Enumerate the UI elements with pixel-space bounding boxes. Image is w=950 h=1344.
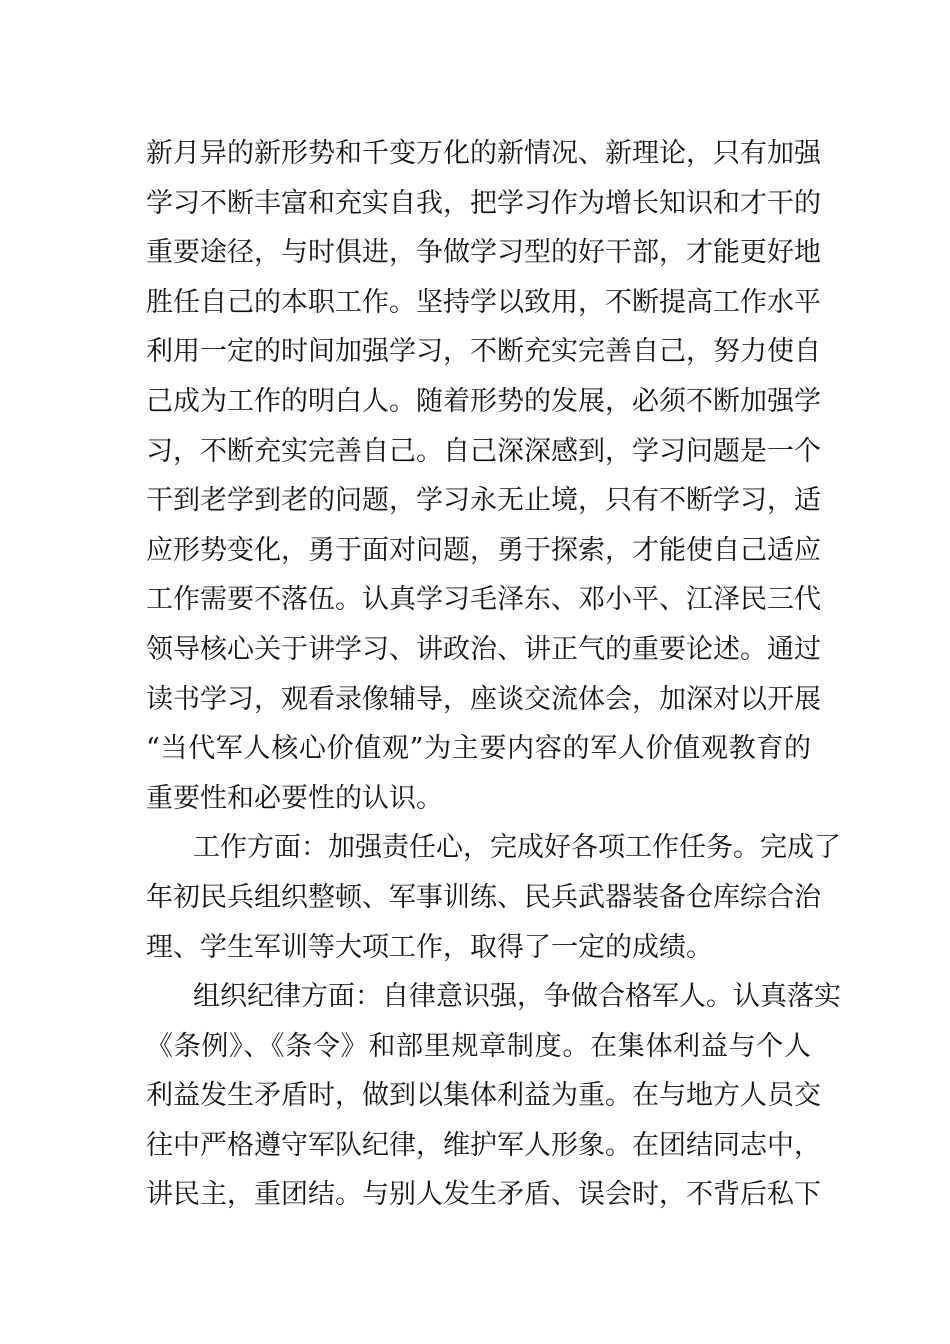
text-line: 组织纪律方面：自律意识强，争做合格军人。认真落实 xyxy=(193,981,841,1013)
paragraph-study xyxy=(146,129,821,823)
text-line: 学习不断丰富和充实自我，把学习作为增长知识和才干的 xyxy=(146,187,821,219)
document-body xyxy=(146,129,841,1220)
text-line: 新月异的新形势和千变万化的新情况、新理论，只有加强 xyxy=(146,138,821,169)
text-line: 领导核心关于讲学习、讲政治、讲正气的重要论述。通过 xyxy=(146,633,821,665)
text-line: 读书学习，观看录像辅导，座谈交流体会，加深对以开展 xyxy=(146,683,821,715)
text-line: 工作需要不落伍。认真学习毛泽东、邓小平、江泽民三代 xyxy=(146,584,821,616)
text-line: “当代军人核心价值观”为主要内容的军人价值观教育的 xyxy=(146,733,811,765)
text-line: 讲民主，重团结。与别人发生矛盾、误会时，不背后私下 xyxy=(146,1179,821,1211)
text-line: 利益发生矛盾时，做到以集体利益为重。在与地方人员交 xyxy=(146,1080,821,1112)
paragraph-discipline xyxy=(146,972,841,1220)
text-line: 年初民兵组织整顿、军事训练、民兵武器装备仓库综合治 xyxy=(146,881,821,913)
text-line: 利用一定的时间加强学习，不断充实完善自己，努力使自 xyxy=(146,336,821,368)
paragraph-work xyxy=(146,823,841,972)
text-line: 己成为工作的明白人。随着形势的发展，必须不断加强学 xyxy=(146,385,821,417)
text-line: 胜任自己的本职工作。坚持学以致用，不断提高工作水平 xyxy=(146,286,821,318)
text-line: 重要途径，与时俱进，争做学习型的好干部，才能更好地 xyxy=(146,237,821,269)
text-line: 习，不断充实完善自己。自己深深感到，学习问题是一个 xyxy=(146,435,821,467)
text-line: 干到老学到老的问题，学习永无止境，只有不断学习，适 xyxy=(146,485,821,517)
text-line: 往中严格遵守军队纪律，维护军人形象。在团结同志中， xyxy=(146,1129,821,1161)
text-line: 理、学生军训等大项工作，取得了一定的成绩。 xyxy=(146,931,713,963)
text-line: 《条例》、《条令》和部里规章制度。在集体利益与个人 xyxy=(146,1030,811,1062)
text-line: 工作方面：加强责任心，完成好各项工作任务。完成了 xyxy=(193,832,841,864)
text-line: 重要性和必要性的认识。 xyxy=(146,782,443,814)
text-line: 应形势变化，勇于面对问题，勇于探索，才能使自己适应 xyxy=(146,534,821,566)
